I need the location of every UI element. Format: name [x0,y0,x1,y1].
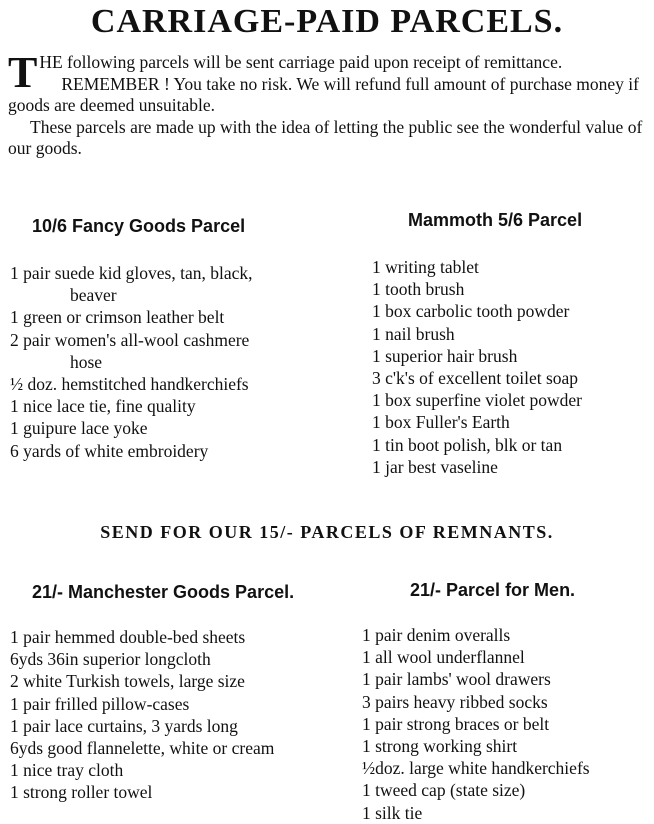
list-item: 1 tooth brush [372,279,465,300]
list-item: 1 pair lace curtains, 3 yards long [10,715,238,736]
list-item: 1 pair suede kid gloves, tan, black, [10,263,253,283]
list-item: 2 white Turkish towels, large size [10,671,245,692]
list-item: 1 box superfine violet powder [372,390,582,411]
list-item: 1 guipure lace yoke [10,418,148,439]
parcel-heading-mammoth: Mammoth 5/6 Parcel [408,210,583,230]
list-item: 1 pair lambs' wool drawers [362,669,551,690]
list-item: 1 pair strong braces or belt [362,713,550,734]
parcel-list-mammoth [372,256,582,478]
list-item: 6yds good flannelette, white or cream [10,738,275,759]
remnants-banner: SEND FOR OUR 15/- PARCELS OF REMNANTS. [100,522,554,542]
list-item: ½doz. large white handkerchiefs [362,758,590,779]
list-item: 1 writing tablet [372,257,479,277]
parcel-list-manchester [10,626,274,804]
list-item: 6 yards of white embroidery [10,440,209,461]
list-item: 1 jar best vaseline [372,456,498,477]
list-item: 1 strong roller towel [10,782,153,803]
intro-paragraph-2: REMEMBER ! You take no risk. We will refund full amount of purchase money if goods are deemed unsuitable. [8,73,639,115]
list-item: 1 nice lace tie, fine quality [10,396,196,417]
list-item: 1 pair denim overalls [362,625,511,645]
list-item: 1 silk tie [362,802,423,823]
intro-text [8,48,648,160]
list-item: 1 tin boot polish, blk or tan [372,434,563,455]
list-item: 1 green or crimson leather belt [10,307,225,328]
drop-cap: T [8,48,38,97]
list-item: ½ doz. hemstitched handkerchiefs [10,374,249,395]
list-item: hose [70,351,103,372]
list-item: 1 strong working shirt [362,736,518,757]
list-item: 1 nice tray cloth [10,760,124,781]
list-item: 1 superior hair brush [372,345,518,366]
list-item: 3 c'k's of excellent toilet soap [372,368,579,389]
list-item: 1 box carbolic tooth powder [372,301,570,322]
page-title: CARRIAGE-PAID PARCELS. [90,3,564,40]
list-item: 6yds 36in superior longcloth [10,649,211,670]
parcel-heading-men: 21/- Parcel for Men. [410,580,576,600]
parcel-list-fancy-goods [10,262,253,462]
list-item: 1 pair frilled pillow-cases [10,693,190,714]
parcel-heading-manchester: 21/- Manchester Goods Parcel. [32,582,295,602]
list-item: 2 pair women's all-wool cashmere [10,329,250,350]
list-item: 1 nail brush [372,323,455,344]
list-item: 1 tweed cap (state size) [362,780,526,801]
list-item: 1 box Fuller's Earth [372,412,510,433]
list-item: 3 pairs heavy ribbed socks [362,691,548,712]
intro-paragraph-3: These parcels are made up with the idea of letting the public see the wonderful value of our goods. [8,116,643,158]
list-item: 1 pair hemmed double-bed sheets [10,627,246,647]
list-item: 1 all wool underflannel [362,647,525,668]
intro-line-1: HE following parcels will be sent carriage paid upon receipt of remittance. [39,52,563,72]
parcel-list-men [362,624,590,824]
list-item: beaver [70,285,117,306]
parcel-heading-fancy-goods: 10/6 Fancy Goods Parcel [32,216,246,236]
